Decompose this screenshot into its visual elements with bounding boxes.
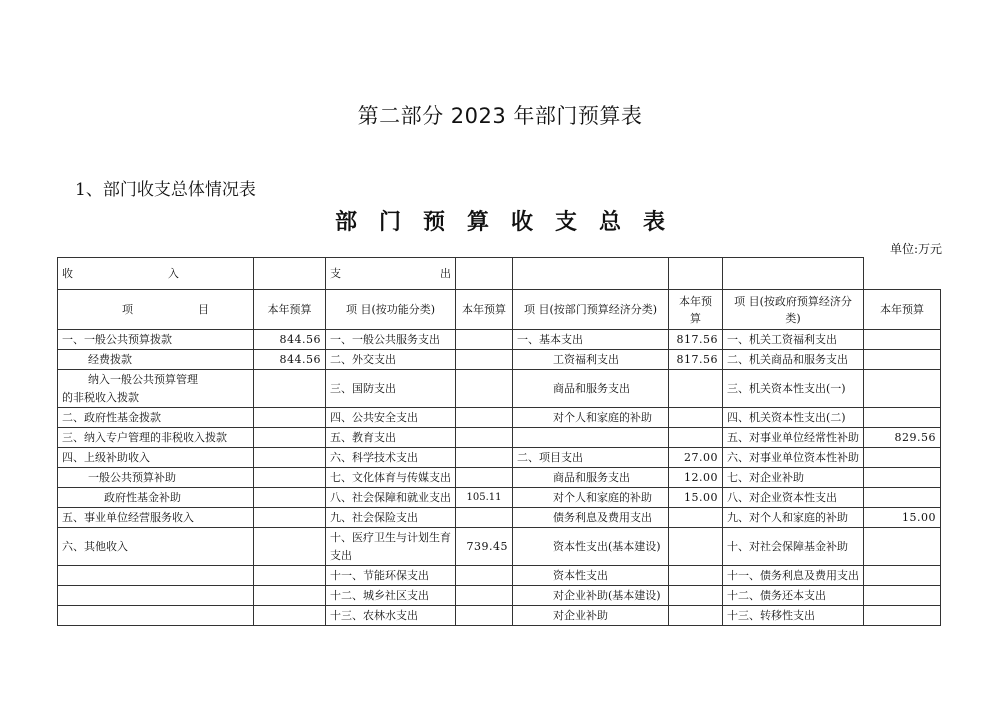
gov-value [864,448,941,468]
income-item: 五、事业单位经营服务收入 [58,508,254,528]
func-value [456,586,513,606]
col-header-item [58,290,254,330]
gov-value [864,370,941,408]
dept-item: 商品和服务支出 [513,370,669,408]
dept-item: 资本性支出 [513,566,669,586]
expense-group-header [326,258,456,290]
func-value [456,606,513,626]
income-group-char-2: 入 [168,267,179,280]
func-item: 四、公共安全支出 [326,408,456,428]
table-row [58,330,941,350]
income-item: 政府性基金补助 [58,488,254,508]
dept-value [669,566,723,586]
gov-item: 二、机关商品和服务支出 [723,350,864,370]
func-value [456,428,513,448]
table-row [58,370,941,408]
table-row [58,606,941,626]
dept-value [669,508,723,528]
income-value [254,606,326,626]
gov-value [864,488,941,508]
dept-value [669,428,723,448]
dept-value [669,408,723,428]
column-header-row [58,290,941,330]
func-item: 一、一般公共服务支出 [326,330,456,350]
income-value [254,370,326,408]
func-item: 六、科学技术支出 [326,448,456,468]
dept-value: 817.56 [669,350,723,370]
income-value: 844.56 [254,330,326,350]
group-header-row [58,258,941,290]
col-header-gov-econ-line-2: 类) [785,311,801,325]
expense-group-char-1: 支 [330,267,341,280]
func-item: 十三、农林水支出 [326,606,456,626]
gov-item: 六、对事业单位资本性补助 [723,448,864,468]
table-row [58,428,941,448]
empty-cell [669,258,723,290]
income-value [254,528,326,566]
dept-value: 817.56 [669,330,723,350]
unit-label: 单位:万元 [889,242,942,256]
income-group-char-1: 收 [62,267,73,280]
page-title: 第二部分 2023 年部门预算表 [357,104,643,128]
col-header-budget-line-1: 本年预 [679,294,712,308]
func-item: 七、文化体育与传媒支出 [326,468,456,488]
func-item: 十二、城乡社区支出 [326,586,456,606]
dept-item: 商品和服务支出 [513,468,669,488]
income-value: 844.56 [254,350,326,370]
expense-group-char-2: 出 [440,267,451,280]
table-row [58,488,941,508]
col-header-func: 项 目(按功能分类) [326,290,456,330]
table-row [58,350,941,370]
gov-item: 一、机关工资福利支出 [723,330,864,350]
income-item [58,566,254,586]
dept-value: 12.00 [669,468,723,488]
func-value [456,468,513,488]
income-item: 一、一般公共预算拨款 [58,330,254,350]
col-header-dept-econ: 项 目(按部门预算经济分类) [513,290,669,330]
empty-cell [456,258,513,290]
dept-item: 一、基本支出 [513,330,669,350]
income-group-header [58,258,254,290]
dept-item: 对企业补助 [513,606,669,626]
gov-value: 829.56 [864,428,941,448]
func-value [456,330,513,350]
income-item-line-2: 的非税收入拨款 [62,390,139,404]
gov-value [864,330,941,350]
income-value [254,586,326,606]
income-item: 经费拨款 [58,350,254,370]
func-item: 三、国防支出 [326,370,456,408]
dept-item [513,428,669,448]
gov-item: 十二、债务还本支出 [723,586,864,606]
dept-item: 对个人和家庭的补助 [513,408,669,428]
empty-cell [513,258,669,290]
income-item [58,606,254,626]
table-row [58,448,941,468]
func-value: 105.11 [456,488,513,508]
income-item [58,370,254,408]
func-value [456,566,513,586]
func-item: 八、社会保障和就业支出 [326,488,456,508]
income-value [254,468,326,488]
income-item: 一般公共预算补助 [58,468,254,488]
gov-item: 十一、债务利息及费用支出 [723,566,864,586]
income-value [254,508,326,528]
gov-value [864,606,941,626]
income-item: 三、纳入专户管理的非税收入拨款 [58,428,254,448]
func-item-line-1: 十、医疗卫生与计划生育 [330,530,451,544]
gov-value [864,408,941,428]
empty-cell [864,258,941,290]
empty-cell [723,258,864,290]
gov-item: 八、对企业资本性支出 [723,488,864,508]
col-header-gov-econ-line-1: 项 目(按政府预算经济分 [734,294,852,308]
dept-item: 资本性支出(基本建设) [513,528,669,566]
gov-item: 九、对个人和家庭的补助 [723,508,864,528]
gov-item: 四、机关资本性支出(二) [723,408,864,428]
income-value [254,428,326,448]
dept-value [669,370,723,408]
col-header-budget: 本年预算 [456,290,513,330]
gov-value [864,566,941,586]
table-title: 部门预算收支总表 [334,209,687,235]
table-row [58,528,941,566]
func-item-line-2: 支出 [330,548,352,562]
gov-item: 三、机关资本性支出(一) [723,370,864,408]
income-value [254,448,326,468]
func-value: 739.45 [456,528,513,566]
func-value [456,508,513,528]
func-item [326,528,456,566]
func-item: 十一、节能环保支出 [326,566,456,586]
empty-cell [254,258,326,290]
income-value [254,566,326,586]
func-value [456,448,513,468]
gov-value [864,350,941,370]
table-row [58,468,941,488]
budget-summary-table [57,257,941,626]
func-value [456,350,513,370]
table-row [58,508,941,528]
dept-item: 二、项目支出 [513,448,669,468]
func-value [456,370,513,408]
dept-value: 27.00 [669,448,723,468]
col-header-budget: 本年预算 [864,290,941,330]
table-row [58,408,941,428]
dept-value [669,586,723,606]
income-item: 四、上级补助收入 [58,448,254,468]
income-item-line-1: 纳入一般公共预算管理 [88,372,198,386]
gov-item: 十、对社会保障基金补助 [723,528,864,566]
gov-value [864,586,941,606]
gov-value: 15.00 [864,508,941,528]
dept-item: 对个人和家庭的补助 [513,488,669,508]
col-header-budget-wrapped [669,290,723,330]
dept-value [669,606,723,626]
table-row [58,566,941,586]
func-item: 二、外交支出 [326,350,456,370]
col-header-item-char-2: 目 [198,303,209,316]
dept-value [669,528,723,566]
gov-item: 七、对企业补助 [723,468,864,488]
col-header-item-char-1: 项 [122,303,133,316]
section-title: 1、部门收支总体情况表 [75,180,256,200]
income-item: 六、其他收入 [58,528,254,566]
gov-item: 五、对事业单位经常性补助 [723,428,864,448]
dept-item: 对企业补助(基本建设) [513,586,669,606]
func-value [456,408,513,428]
func-item: 九、社会保险支出 [326,508,456,528]
dept-value: 15.00 [669,488,723,508]
col-header-budget-line-2: 算 [690,311,701,325]
income-value [254,408,326,428]
gov-value [864,468,941,488]
col-header-gov-econ [723,290,864,330]
table-row [58,586,941,606]
income-value [254,488,326,508]
dept-item: 债务利息及费用支出 [513,508,669,528]
gov-value [864,528,941,566]
income-item: 二、政府性基金拨款 [58,408,254,428]
gov-item: 十三、转移性支出 [723,606,864,626]
func-item: 五、教育支出 [326,428,456,448]
col-header-budget: 本年预算 [254,290,326,330]
dept-item: 工资福利支出 [513,350,669,370]
income-item [58,586,254,606]
